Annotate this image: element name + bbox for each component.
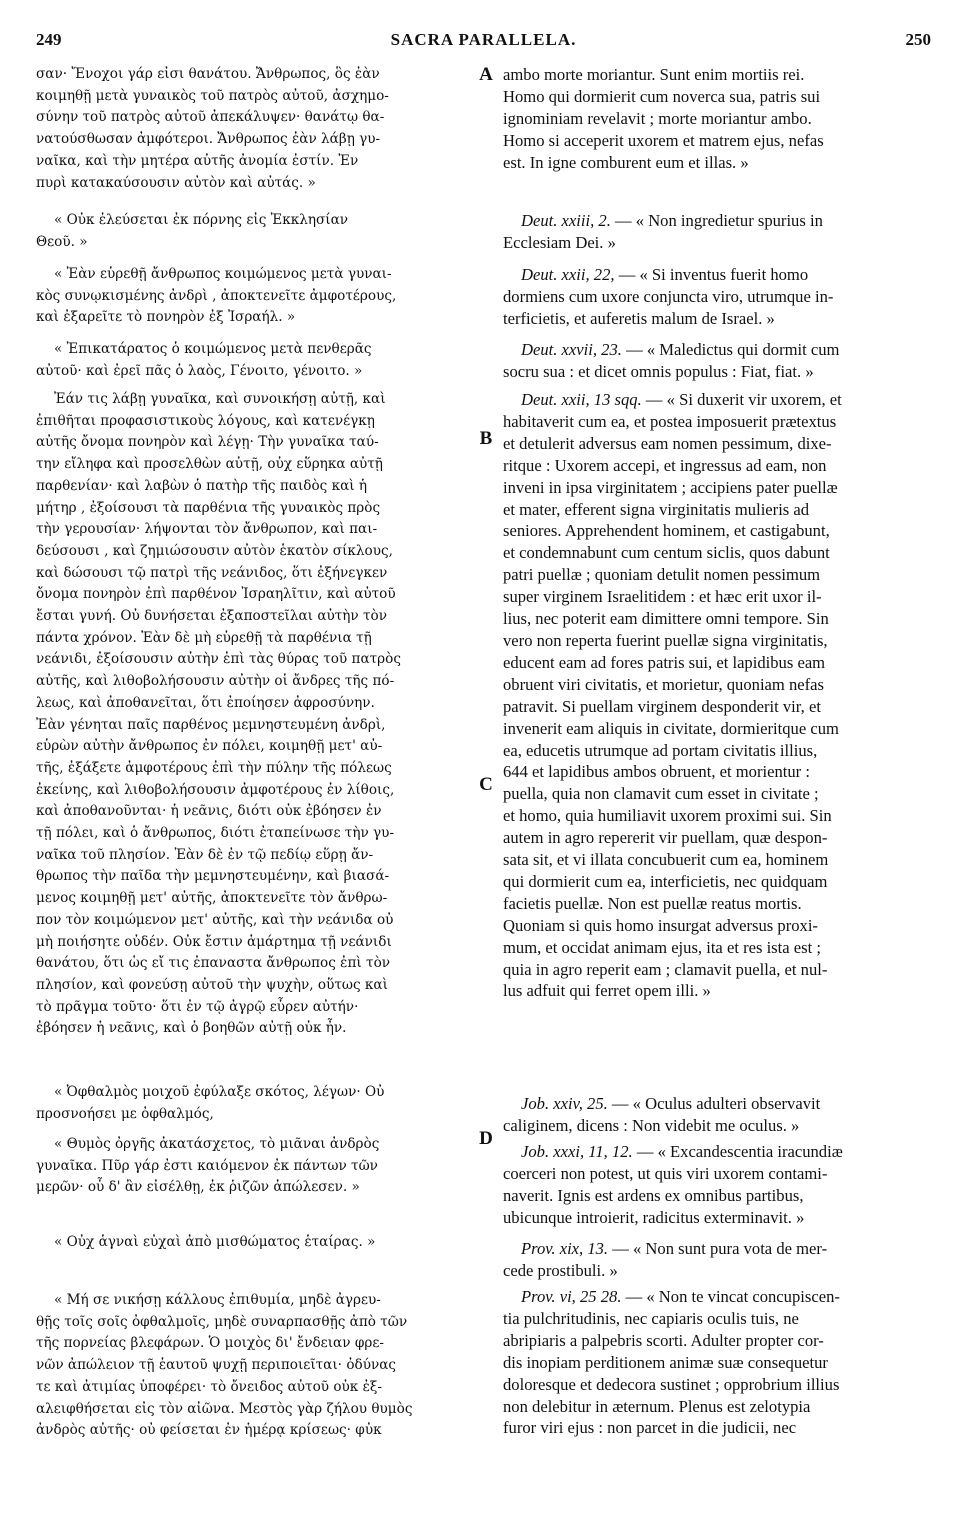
text-line: naverit. Ignis est ardens ex omnibus partibus, [503,1185,804,1205]
text-line: — « Non ingredietur spurius in [610,211,823,230]
text-line: ambo morte moriantur. Sunt enim mortiis rei. [503,65,805,84]
text-line: τὸ πρᾶγμα τοῦτο· ὅτι ἐν τῷ ἀγρῷ εὗρεν αὐτήν· [36,998,359,1015]
text-line: ubicunque introierit, radicitus exterminavit. » [503,1207,805,1227]
left-page-number: 249 [36,30,62,49]
latin-paragraph [503,210,933,254]
greek-paragraph [36,1290,468,1442]
latin-paragraph [503,1141,933,1229]
text-line: socru sua : et dicet omnis populus : Fiat, fiat. » [503,361,814,381]
text-line: καὶ ἀποθανοῦνται· ἡ νεᾶνις, διότι οὐκ ἐβόησεν ἐν [36,803,382,820]
running-title: SACRA PARALLELA. [390,30,577,49]
text-line: νεάνιδι, ἐξοίσουσιν αὐτὴν ἐπὶ τὰς θύρας τοῦ πατρὸς [36,651,401,668]
scripture-reference: Job. xxxi, 11, 12. [521,1142,633,1161]
text-line: facietis puellæ. Non est puellæ reatus mortis. [503,893,802,913]
text-line: 644 et lapidibus ambos obruent, et morientur : [503,762,810,782]
scripture-reference: Deut. xxiii, 2. [521,211,611,230]
text-line: « Ἐπικατάρατος ὁ κοιμώμενος μετὰ πενθερᾶς [54,341,372,357]
scripture-reference: Deut. xxvii, 23. [521,340,622,359]
greek-paragraph [36,389,468,1040]
text-line: παρθενίαν· καὶ λαβὼν ὁ πατὴρ τῆς παιδὸς καὶ ἡ [36,477,368,494]
text-line: θρωπος τὴν παῖδα τὴν μεμνηστευμένην, καὶ βιασά- [36,868,390,885]
text-line: αὐτῆς, καὶ λιθοβολήσουσιν αὐτὴν οἱ ἄνδρες τῆς πό- [36,673,395,690]
greek-paragraph [36,1134,468,1199]
text-line: τε καὶ ἀτιμίας ὑποφέρει· τὸ ὄνειδος αὐτοῦ οὐκ ἐξ- [36,1378,382,1395]
text-line: νατούσθωσαν ἀμφότεροι. Ἄνθρωπος ἐὰν λάβῃ γυ- [36,131,381,148]
text-line: πλησίον, καὶ φονεύσῃ αὐτοῦ τὴν ψυχὴν, οὕτως καὶ [36,976,388,993]
text-line: — « Non sunt pura vota de mer- [608,1239,828,1258]
text-line: et homo, quia humiliavit uxorem proximi sui. Sin [503,806,832,826]
text-line: θανάτου, ὅτι ὡς εἴ τις ἐπαναστα ἄνθρωπος ἐπὶ τὸν [36,955,391,972]
latin-paragraph [503,1093,933,1137]
text-line: τῇ πόλει, καὶ ὁ ἄνθρωπος, διότι ἐταπείνωσε τὴν γυ- [36,825,395,842]
greek-paragraph [36,1232,468,1254]
text-line: καὶ δώσουσι τῷ πατρὶ τῆς νεάνιδος, ὅτι ἐξήνεγκεν [36,564,388,581]
text-line: ea, educetis utrumque ad portam civitatis illius, [503,740,818,760]
text-line: — « Si inventus fuerit homo [614,265,809,284]
text-line: et condemnabunt cum centum siclis, quos dabunt [503,543,830,563]
scripture-reference: Deut. xxii, 13 sqq. [521,390,642,409]
text-line: μενος κοιμηθῇ μετ' αὐτῆς, ἀποκτενεῖτε τὸν ἄνθρω- [36,890,388,907]
text-line: ritque : Uxorem accepi, et ingressus ad eam, non [503,455,827,475]
text-line: γυναῖκα. Πῦρ γάρ ἐστι καιόμενον ἐκ πάντων τῶν [36,1157,378,1174]
text-line: educent eam ad fores patris sui, et lapidibus eam [503,652,826,672]
text-line: — « Non te vincat concupiscen- [621,1287,840,1306]
text-line: σαν· Ἔνοχοι γάρ εἰσι θανάτου. Ἄνθρωπος, ὃς ἐὰν [36,66,380,82]
text-line: — « Oculus adulteri observavit [607,1094,821,1113]
text-line: et mater, efferent signa virginitatis mulieris ad [503,499,810,519]
text-line: ignominiam revelavit ; morte moriantur ambo. [503,108,812,128]
text-line: ναῖκα, καὶ τὴν μητέρα αὐτῆς ἀνομία ἐστίν. Ἐν [36,152,359,169]
margin-marker-d: D [479,1128,493,1149]
text-line: dormiens cum uxore conjuncta viro, utrumque in- [503,286,834,306]
text-line: non delebitur in æternum. Plenus est zelotypia [503,1396,811,1416]
scripture-reference: Prov. vi, 25 28. [521,1287,622,1306]
text-line: « Ἐὰν εὑρεθῇ ἄνθρωπος κοιμώμενος μετὰ γυναι- [54,266,392,282]
text-line: ἔσται γυνή. Οὐ δυνήσεται ἐξαποστεῖλαι αὐτὴν τὸν [36,608,387,625]
text-line: terficietis, et auferetis malum de Israel. » [503,308,775,328]
text-line: coerceri non potest, ut quis viri uxorem contami- [503,1163,828,1183]
text-line: μερῶν· οὗ δ' ἂν εἰσέλθῃ, ἐκ ῥιζῶν ἀπώλεσεν. » [36,1179,360,1196]
text-line: vero non reperta fuerint puellæ signa virginitatis, [503,630,828,650]
text-line: seniores. Apprehendent hominem, et castigabunt, [503,521,830,541]
text-line: — « Si duxerit vir uxorem, et [641,390,842,409]
text-line: quia in agro reperit eam ; clamavit puella, et nul- [503,959,828,979]
text-line: τῆς, ἐξάξετε ἀμφοτέρους ἐπὶ τὴν πύλην τῆς πόλεως [36,759,392,776]
text-line: ἐπιθῆται προφασιστικοὺς λόγους, καὶ κατενέγκῃ [36,412,375,429]
text-line: est. In igne comburent eum et illas. » [503,152,749,172]
text-line: τῆς πορνείας βλεφάρων. Ὁ μοιχὸς δι' ἔνδειαν φρε- [36,1335,384,1352]
text-line: την εἴληφα καὶ προσελθὼν αὐτῇ, οὐχ εὕρηκα αὐτῇ [36,456,383,473]
text-line: σύνην τοῦ πατρὸς αὐτοῦ ἀπεκάλυψεν· θανάτῳ θα- [36,109,385,126]
greek-paragraph [36,339,468,382]
text-line: αὐτοῦ· καὶ ἐρεῖ πᾶς ὁ λαὸς, Γένοιτο, γένοιτο. » [36,362,363,379]
text-line: et detulerit adversus eam nomen pessimum, dixe- [503,433,832,453]
text-line: πυρὶ κατακαύσουσιν αὐτὸν καὶ αὐτάς. » [36,174,316,191]
margin-marker-c: C [479,774,493,795]
text-line: Θεοῦ. » [36,233,88,250]
text-line: δεύσουσι , καὶ ζημιώσουσιν αὐτὸν ἑκατὸν σίκλους, [36,542,393,559]
text-line: lius, nec poterit eam dimittere omni tempore. Sin [503,609,829,629]
text-line: sata sit, et vi illata concubuerit cum ea, hominem [503,850,829,870]
latin-paragraph [503,1286,933,1439]
text-line: lus adfuit qui ferret opem illi. » [503,981,711,1001]
text-line: εὑρὼν αὐτὴν ἄνθρωπος ἐν πόλει, κοιμηθῇ μετ' αὐ- [36,738,383,755]
latin-paragraph [503,339,933,383]
latin-paragraph [503,389,933,1002]
text-line: Ἐὰν γένηται παῖς παρθένος μεμνηστευμένη ἀνδρὶ, [36,716,386,733]
greek-paragraph [36,64,468,194]
scripture-reference: Deut. xxii, 22, [521,265,615,284]
text-line: super virginem Israelitidem : et hæc erit uxor il- [503,587,822,607]
text-line: καὶ ἐξαρεῖτε τὸ πονηρὸν ἐξ Ἰσραήλ. » [36,309,296,326]
text-line: κὸς συνῳκισμένης ἀνδρὶ , ἀποκτενεῖτε ἀμφοτέρους, [36,287,397,304]
text-line: mum, et occidat animam ejus, ita et res ista est ; [503,937,821,957]
text-line: λεως, καὶ ἀποθανεῖται, ὅτι ἐποίησεν ἀφροσύνην. [36,694,375,711]
text-line: αλειφθήσεται εἰς τὸν αἰῶνα. Μεστὸς γὰρ ζήλου θυμὸς [36,1400,413,1417]
margin-marker-a: A [479,64,493,85]
greek-paragraph [36,264,468,329]
text-line: puella, quia non clamavit cum esset in civitate ; [503,784,819,804]
text-line: τὴν γερουσίαν· λήψονται τὸν ἄνθρωπον, καὶ παι- [36,521,378,538]
text-line: inveni in ipsa virginitatem ; accipiens pater puellæ [503,477,838,497]
text-line: « Ὀφθαλμὸς μοιχοῦ ἐφύλαξε σκότος, λέγων· Οὐ [54,1084,385,1100]
text-line: tia pulchritudinis, nec capiaris oculis tuis, ne [503,1308,799,1328]
text-line: Homo qui dormierit cum noverca sua, patris sui [503,86,821,106]
latin-paragraph [503,1238,933,1282]
greek-paragraph [36,1082,468,1125]
text-line: « Οὐκ ἐλεύσεται ἐκ πόρνης εἰς Ἐκκλησίαν [54,212,349,228]
text-line: patri puellæ ; quoniam detulit nomen pessimum [503,565,821,585]
text-line: μήτηρ , ἐξοίσουσι τὰ παρθένια τῆς γυναικὸς πρὸς [36,499,381,516]
text-line: αὐτῆς ὄνομα πονηρὸν καὶ λέγῃ· Τὴν γυναῖκα ταύ- [36,434,379,451]
text-line: ἀνδρὸς αὐτῆς· οὐ φείσεται ἐν ἡμέρᾳ κρίσεως· φὐκ [36,1422,382,1439]
margin-marker-b: B [479,428,493,449]
text-line: πάντα χρόνον. Ἐὰν δὲ μὴ εὑρεθῇ τὰ παρθένια τῇ [36,629,372,646]
text-line: — « Excandescentia iracundiæ [632,1142,843,1161]
text-line: κοιμηθῇ μετὰ γυναικὸς τοῦ πατρὸς αὐτοῦ, ἀσχημο- [36,87,389,104]
text-line: caliginem, dicens : Non videbit me oculus. » [503,1115,800,1135]
text-line: προσνοήσει με ὀφθαλμός, [36,1105,214,1122]
latin-paragraph [503,64,933,174]
latin-paragraph [503,264,933,330]
text-line: obruent viri civitatis, et morietur, quoniam nefas [503,674,824,694]
text-line: Ecclesiam Dei. » [503,232,616,252]
text-line: « Μή σε νικήσῃ κάλλους ἐπιθυμία, μηδὲ ἀγρευ- [54,1292,381,1308]
text-line: θῇς τοῖς σοῖς ὀφθαλμοῖς, μηδὲ συναρπασθῇς ἀπὸ τῶν [36,1313,408,1330]
text-line: dis inopiam perditionem animæ suæ consequetur [503,1352,828,1372]
page-header [36,30,931,58]
text-line: Homo si acceperit uxorem et matrem ejus, nefas [503,130,824,150]
text-line: πον τὸν κοιμώμενον μετ' αὐτῆς, καὶ τὴν νεάνιδα οὐ [36,911,394,928]
text-line: Quoniam si quis homo insurgat adversus proxi- [503,915,818,935]
text-line: habitaverit cum ea, et postea imposuerit prætextus [503,411,837,431]
text-line: qui dormierit cum ea, interficietis, nec quidquam [503,871,828,891]
text-line: ὄνομα πονηρὸν ἐπὶ παρθένον Ἰσραηλῖτιν, καὶ αὐτοῦ [36,586,396,603]
text-line: patravit. Si puellam virginem desponderit vir, et [503,696,821,716]
right-page-number: 250 [905,30,931,49]
text-line: furor viri ejus : non parcet in die judicii, nec [503,1418,797,1438]
text-line: cede prostibuli. » [503,1260,618,1280]
scripture-reference: Prov. xix, 13. [521,1239,609,1258]
text-line: abripiaris a palpebris scorti. Adulter propter cor- [503,1330,824,1350]
text-line: invenerit eam aliquis in civitate, dormieritque cum [503,718,839,738]
text-line: doloresque et dedecora sustinet ; opprobrium illius [503,1374,840,1394]
scripture-reference: Job. xxiv, 25. [521,1094,608,1113]
text-line: νῶν ἀπώλειον τῇ ἑαυτοῦ ψυχῇ περιποιεῖται· ὀδύνας [36,1357,397,1374]
text-line: ναῖκα τοῦ πλησίον. Ἐὰν δὲ ἐν τῷ πεδίῳ εὕρῃ ἄν- [36,846,374,863]
text-line: ἐκείνης, καὶ λιθοβολήσουσιν ἀμφοτέρους ἐν λίθοις, [36,781,395,798]
text-line: — « Maledictus qui dormit cum [621,340,840,359]
text-line: μὴ ποιήσητε οὐδέν. Οὐκ ἔστιν ἁμάρτημα τῇ νεάνιδι [36,933,392,950]
text-line: « Θυμὸς ὀργῆς ἀκατάσχετος, τὸ μιᾶναι ἀνδρὸς [54,1136,380,1152]
text-line: « Οὐχ ἁγναὶ εὐχαὶ ἀπὸ μισθώματος ἑταίρας. » [54,1234,376,1250]
text-line: ἐβόησεν ἡ νεᾶνις, καὶ ὁ βοηθῶν αὐτῇ οὐκ ἦν. [36,1020,347,1037]
text-line: Ἐάν τις λάβῃ γυναῖκα, καὶ συνοικήσῃ αὐτῇ, καὶ [54,391,386,407]
text-line: autem in agro repererit vir puellam, quæ despon- [503,828,828,848]
greek-paragraph [36,210,468,253]
